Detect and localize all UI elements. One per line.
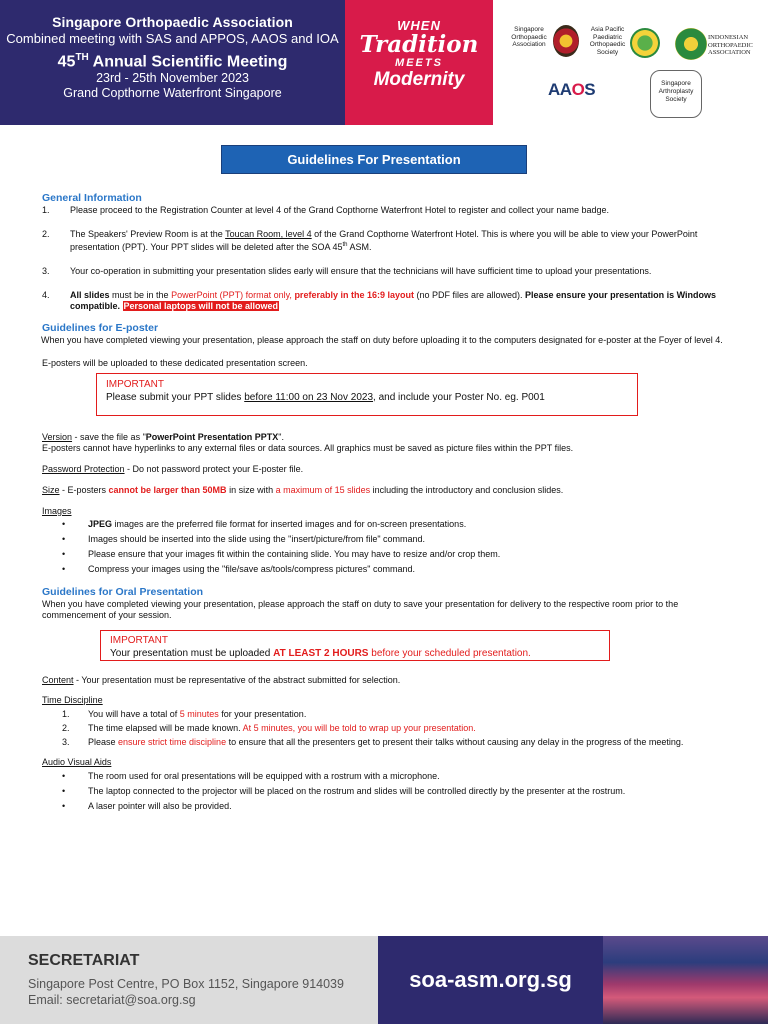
secretariat-title: SECRETARIAT [28, 952, 140, 969]
sas-logo: Singapore Arthroplasty Society [650, 70, 702, 118]
version-line: Version - save the file as "PowerPoint Presentation PPTX". [42, 432, 284, 442]
eposter-intro: When you have completed viewing your presentation, please approach the staff on duty before uploading it to the computers designated for e-poster at the Foyer of level 4. [41, 335, 723, 345]
theme-tradition: Tradition [359, 31, 479, 58]
important-text: Please submit your PPT slides before 11:00 on 23 Nov 2023, and include your Poster No. eg. P001 [106, 392, 545, 403]
oral-heading: Guidelines for Oral Presentation [42, 586, 204, 598]
ioa-logo-text: INDONESIAN ORTHOPAEDIC ASSOCIATION [708, 34, 753, 56]
laptop-warning: Personal laptops will not be allowed [123, 301, 279, 311]
appos-logo-text: Asia Pacific Paediatric Orthopaedic Society [589, 26, 626, 56]
eposter-uploaded: E-posters will be uploaded to these dedicated presentation screen. [42, 358, 308, 368]
appos-emblem-icon [630, 28, 660, 58]
images-label: Images [42, 506, 72, 516]
meeting-dates: 23rd - 25th November 2023 [96, 71, 249, 86]
theme-meets: MEETS [395, 57, 443, 69]
time-item: 1. You will have a total of 5 minutes for your presentation. [62, 709, 307, 719]
av-bullet: • A laser pointer will also be provided. [62, 801, 232, 811]
soa-crest-icon [553, 25, 579, 57]
ioa-emblem-icon [675, 28, 707, 60]
oral-important-box [100, 630, 610, 661]
size-line: Size - E-posters cannot be larger than 50MB in size with a maximum of 15 slides including the introductory and conclusion slides. [42, 485, 564, 495]
av-bullet: • The room used for oral presentations will be equipped with a rostrum with a microphone. [62, 771, 440, 781]
singapore-skyline-photo [603, 936, 768, 1024]
header-banner [0, 0, 768, 125]
eposter-important-box [96, 373, 638, 416]
image-bullet: • Images should be inserted into the slide using the "insert/picture/from file" command. [62, 534, 426, 544]
general-item: 2. The Speakers' Preview Room is at the Toucan Room, level 4 of the Grand Copthorne Waterfront Hotel. This is where you will be able to view your PowerPoint presentation (PPT). Your PPT slides will be deleted after the SOA 45th ASM. [42, 229, 698, 252]
meeting-venue: Grand Copthorne Waterfront Singapore [63, 86, 282, 101]
hyperlinks-line: E-posters cannot have hyperlinks to any external files or data sources. All graphics must be saved as picture files within the PPT files. [42, 443, 574, 453]
important-label: IMPORTANT [106, 379, 164, 390]
general-item: 1. Please proceed to the Registration Counter at level 4 of the Grand Copthorne Waterfront Hotel to register and collect your name badge. [42, 205, 609, 215]
meeting-info-panel [0, 0, 345, 125]
image-bullet: • JPEG images are the preferred file format for inserted images and for on-screen presentations. [62, 519, 467, 529]
general-item: 4. All slides must be in the PowerPoint (PPT) format only, preferably in the 16:9 layout (no PDF files are allowed). Please ensure your presentation is Windows compatible. Personal laptops will not be allowed [42, 290, 717, 311]
general-heading: General Information [42, 192, 142, 204]
secretariat-address: Singapore Post Centre, PO Box 1152, Singapore 914039 [28, 977, 344, 991]
oral-intro: When you have completed viewing your presentation, please approach the staff on duty to save your presentation for delivery to the respective room prior to the commencement of your session. [42, 599, 679, 620]
time-item: 3. Please ensure strict time discipline to ensure that all the presenters get to present their talks without causing any delay in the progress of the meeting. [62, 737, 684, 747]
eposter-heading: Guidelines for E-poster [42, 322, 159, 334]
theme-panel [345, 0, 493, 125]
image-bullet: • Compress your images using the "file/save as/tools/compress pictures" command. [62, 564, 416, 574]
aaos-logo: AAOS [548, 80, 596, 99]
important-text: Your presentation must be uploaded AT LEAST 2 HOURS before your scheduled presentation. [110, 648, 531, 659]
theme-modernity: Modernity [373, 69, 465, 90]
guidelines-content [42, 192, 728, 812]
av-bullet: • The laptop connected to the projector will be placed on the rostrum and slides will be controlled directly by the presenter at the rostrum. [62, 786, 626, 796]
content-line: Content - Your presentation must be representative of the abstract submitted for selection. [42, 675, 401, 685]
soa-logo-text: Singapore Orthopaedic Association [511, 26, 547, 48]
theme-when: WHEN [397, 18, 441, 33]
time-discipline-label: Time Discipline [42, 695, 103, 705]
page-title: Guidelines For Presentation [221, 145, 527, 174]
footer [0, 936, 768, 1024]
website-link[interactable]: soa-asm.org.sg [378, 936, 603, 1024]
important-label: IMPORTANT [110, 635, 168, 646]
meeting-title: 45TH Annual Scientific Meeting [57, 52, 288, 71]
av-aids-label: Audio Visual Aids [42, 757, 112, 767]
secretariat-email[interactable]: Email: secretariat@soa.org.sg [28, 993, 196, 1007]
general-item: 3. Your co-operation in submitting your presentation slides early will ensure that the technicians will have sufficient time to upload your presentations. [42, 266, 652, 276]
combined-meeting: Combined meeting with SAS and APPOS, AAOS and IOA [6, 31, 339, 46]
password-line: Password Protection - Do not password protect your E-poster file. [42, 464, 304, 474]
image-bullet: • Please ensure that your images fit within the containing slide. You may have to resize and/or crop them. [62, 549, 501, 559]
org-name: Singapore Orthopaedic Association [52, 14, 293, 30]
time-item: 2. The time elapsed will be made known. At 5 minutes, you will be told to wrap up your presentation. [62, 723, 476, 733]
